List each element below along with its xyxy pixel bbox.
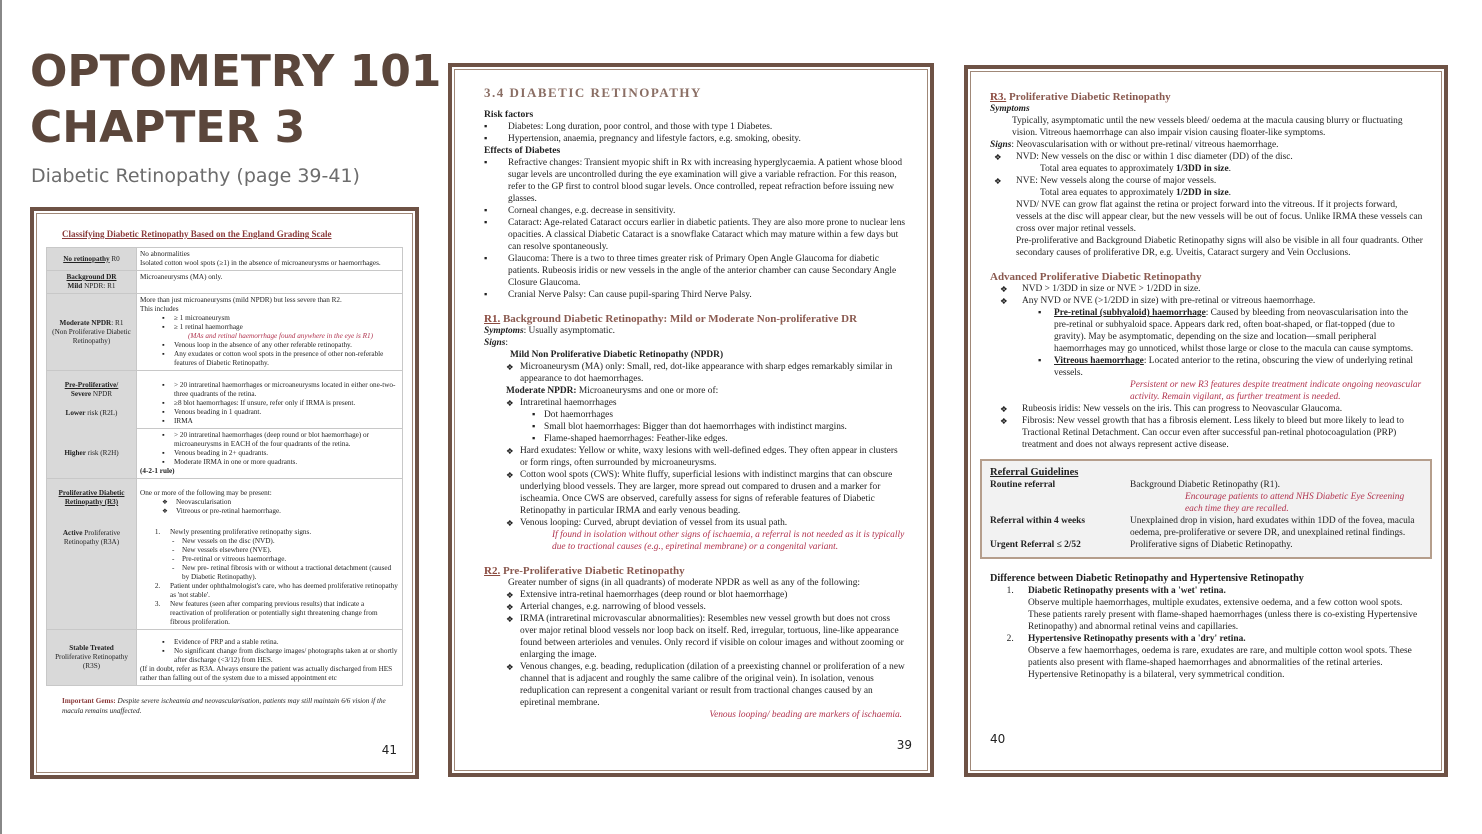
row-content: One or more of the following may be present: ❖ Neovascularisation ❖ Vitreous or pre-retinal haemorrhage. 1. Newly presenting proliferative retinopathy signs. - New vessels on the disc (NVD). - New vessels elsewhere (NVE). - Pre-retinal or vitreous haemorrhage. - New pre- retinal fibrosis with or without a tractional detachment (caused by Diabetic Retinopathy). 2. Patient under ophthalmologist's care, who has deemed proliferative retinopathy as 'not stable'. 3. New features (seen after comparing previous results) that indicate a reactivation of proliferation or potentially sight threatening change from fibrous proliferation. <box>137 479 403 630</box>
row-label: Pre-Proliferative/ Severe NPDR Lower risk (R2L) <box>47 371 137 429</box>
row-content: ▪ > 20 intraretinal haemorrhages or microaneurysms located in either one-two-three quadrants of the retina. ▪ ≥8 blot haemorrhages: If unsure, refer only if IRMA is present. ▪ Venous beading in 1 quadrant. ▪ IRMA <box>137 371 403 429</box>
row-content: ▪ Evidence of PRP and a stable retina. ▪ No significant change from discharge images/ photographs taken at or shortly after discharge (<3/12) from HES. (If in doubt, refer as R3A. Always ensure the patient was actually discharged from HES rather than falling out of the system due to a missed appointment etc <box>137 630 403 686</box>
row-label: Proliferative Diabetic Retinopathy (R3) Active Proliferative Retinopathy (R3A) <box>47 479 137 630</box>
table-row-r0 <box>47 248 403 271</box>
slide-subtitle: Diabetic Retinopathy (page 39-41) <box>31 165 360 187</box>
page-number: 39 <box>896 738 912 752</box>
r3-symptoms: Typically, asymptomatic until the new vessels bleed/ oedema at the macula causing blurry or fluctuating vision. Vitreous haemorrhage can also impair vision causing floater-like symptoms. <box>1012 116 1403 138</box>
referral-4-weeks: Referral within 4 weeks Unexplained drop in vision, hard exudates within 1DD of the fovea, macula oedema, pre-proliferative or severe DR, and unexplained retinal findings. <box>990 516 1415 538</box>
row-content: No abnormalities Isolated cotton wool spots (≥1) in the absence of microaneurysms or haemorrhages. <box>137 248 403 271</box>
moderate-npdr: Moderate NPDR: Microaneurysms and one or more of: <box>506 386 719 396</box>
advanced-pdr-heading: Advanced Proliferative Diabetic Retinopathy <box>990 271 1202 283</box>
r2-heading: R2. Pre-Proliferative Diabetic Retinopathy <box>484 565 685 577</box>
table-row-r1-mild <box>47 271 403 294</box>
referral-routine: Routine referral Background Diabetic Retinopathy (R1). Encourage patients to attend NHS Diabetic Eye Screening each time they are recalled. <box>990 480 1405 514</box>
r1-note: (MAs and retinal haemorrhage found anywhere in the eye is R1) <box>188 332 373 340</box>
table-row-r2-higher <box>47 429 403 479</box>
page-number: 41 <box>381 743 397 757</box>
section-title: 3.4 DIABETIC RETINOPATHY <box>484 85 702 100</box>
page-41 <box>30 207 419 779</box>
row-label: Background DR Mild NPDR: R1 <box>47 271 137 294</box>
grading-heading: Classifying Diabetic Retinopathy Based on the England Grading Scale <box>62 229 332 239</box>
r1-signs: Signs: <box>484 338 508 348</box>
table-row-r3s <box>47 630 403 686</box>
row-content: More than just microaneurysms (mild NPDR) but less severe than R2. This includes ▪ ≥ 1 microaneurysm ▪ ≥ 1 retinal haemorrhage (MAs and retinal haemorrhage found anywhere in the eye is R1) ▪ Venous loop in the absence of any other referable retinopathy. ▪ Any exudates or cotton wool spots in the presence of other non-referable features of Diabetic Retinopathy. <box>137 294 403 371</box>
row-content: ▪ > 20 intraretinal haemorrhages (deep round or blot haemorrhage) or microaneurysms in EACH of the four quadrants of the retina. ▪ Venous beading in 2+ quadrants. ▪ Moderate IRMA in one or more quadrants. (4-2-1 rule) <box>137 429 403 479</box>
row-label: Moderate NPDR: R1 (Non Proliferative Diabetic Retinopathy) <box>47 294 137 371</box>
r2-note: Venous looping/ beading are markers of ischaemia. <box>709 710 902 720</box>
risk-factors-heading: Risk factors <box>484 109 534 120</box>
table-row-r3 <box>47 479 403 630</box>
page-40: R3. Proliferative Diabetic Retinopathy Symptoms Typically, asymptomatic until the new vessels bleed/ oedema at the macula causing blurry or fluctuating vision. Vitreous haemorrhage can also impair vision causing floater-like symptoms. Signs: Neovascularisation with or without pre-retinal/ vitreous haemorrhage. ❖ NVD: New vessels on the disc or within 1 disc diameter (DD) of the disc. Total area equates to approximately 1/3DD in size. ❖ NVE: New vessels along the course of major vessels. Total area equates to approximately 1/2DD in size. NVD/ NVE can grow flat against the retina or project forward into the vitreous. If it projects forward, vessels at the disc will appear clear, but the new vessels will be out of focus. Unlike IRMA these vessels can cross over major retinal vessels. Pre-proliferative and Background Diabetic Retinopathy signs will also be visible in all four quadrants. Other secondary causes of proliferative DR, e.g. Uveitis, Cataract surgery and Vein Occlusions. Advanced Proliferative Diabetic Retinopathy ❖ NVD > 1/3DD in size or NVE > 1/2DD in size. ❖ Any NVD or NVE (>1/2DD in size) with pre-retinal or vitreous haemorrhage. ▪ Pre-retinal (subhyaloid) haemorrhage: Caused by bleeding from neovascularisation into the pre-retinal or subhyaloid space. Appears dark red, often boat-shaped, or flat-topped (due to gravity). May be asymptomatic, depending on the size and location—small peripheral haemorrhages may go unnoticed, whilst those large or close to the macula can cause symptoms. ▪ Vitreous haemorrhage: Located anterior to the retina, obscuring the view of underlying retinal vessels. Persistent or new R3 features despite treatment indicate ongoing neovascular activity. Remain vigilant, as further treatment is needed. ❖ Rubeosis iridis: New vessels on the iris. This can progress to Neovascular Glaucoma. ❖ Fibrosis: New vessel growth that has a fibrosis element. Less likely to bleed but more likely to lead to Tractional Retinal Detachment. Can occur even after successful pan-retinal photocoagulation (PRP) treatment and does not always represent active disease. Referral Guidelines Routine referral Background Diabetic Retinopathy (R1). Encourage patients to attend NHS Diabetic Eye Screening each time they are recalled. Referral within 4 weeks Unexplained drop in vision, hard exudates within 1DD of the fovea, macula oedema, pre-proliferative or severe DR, and unexplained retinal findings. Urgent Referral ≤ 2/52 Proliferative signs of Diabetic Retinopathy. Difference between Diabetic Retinopathy and Hypertensive Retinopathy 1. Diabetic Retinopathy presents with a 'wet' retina. Observe multiple haemorrhages, multiple exudates, extensive oedema, and a few cotton wool spots. These patients rarely present with flame-shaped haemorrhages (unless there is co-existing Hypertensive Retinopathy) and abnormal retinal veins and capillaries. 2. Hypertensive Retinopathy presents with a 'dry' retina. Observe a few haemorrhages, oedema is rare, exudates are rare, and multiple cotton wool spots. These patients also present with flame-shaped haemorrhages and abnormalities of the retinal arteries. Hypertensive Retinopathy is a bilateral, very symmetrical condition. 40 <box>964 65 1448 777</box>
row-content: Microaneurysms (MA) only. <box>137 271 403 294</box>
referral-guidelines-box <box>980 459 1432 559</box>
title-line-1: OPTOMETRY 101 <box>30 46 442 97</box>
difference-heading: Difference between Diabetic Retinopathy and Hypertensive Retinopathy <box>990 573 1304 584</box>
important-gems: Important Gems: Despite severe ischeamia and neovascularisation, patients may still maintain 6/6 vision if the macula remains unaffected. <box>62 697 386 715</box>
title-line-2: CHAPTER 3 <box>30 102 306 153</box>
row-label: No retinopathy R0 <box>47 248 137 271</box>
mild-npdr-title: Mild Non Proliferative Diabetic Retinopathy (NPDR) <box>510 350 724 360</box>
slide-title <box>30 44 441 156</box>
r3-heading: R3. Proliferative Diabetic Retinopathy <box>990 91 1171 103</box>
grading-table <box>46 247 403 686</box>
effects-heading: Effects of Diabetes <box>484 145 561 156</box>
referral-urgent: Urgent Referral ≤ 2/52 Proliferative signs of Diabetic Retinopathy. <box>990 540 1293 550</box>
difference-list: 1. Diabetic Retinopathy presents with a 'wet' retina. Observe multiple haemorrhages, multiple exudates, extensive oedema, and a few cotton wool spots. These patients rarely present with flame-shaped haemorrhages (unless there is co-existing Hypertensive Retinopathy) and abnormal retinal veins and capillaries. 2. Hypertensive Retinopathy presents with a 'dry' retina. Observe a few haemorrhages, oedema is rare, exudates are rare, and multiple cotton wool spots. These patients also present with flame-shaped haemorrhages and abnormalities of the retinal arteries. Hypertensive Retinopathy is a bilateral, very symmetrical condition. <box>990 585 1424 681</box>
r1-heading: R1. Background Diabetic Retinopathy: Mild or Moderate Non-proliferative DR <box>484 313 858 325</box>
effects-list: ▪ Refractive changes: Transient myopic shift in Rx with increasing hyperglycaemia. A patient whose blood sugar levels are uncontrolled during the eye examination will give a variable refraction. For this reason, refer to the GP first to control blood sugar levels. Once controlled, repeat refraction before issuing new glasses. ▪ Corneal changes, e.g. decrease in sensitivity. ▪ Cataract: Age-related Cataract occurs earlier in diabetic patients. They are also more prone to nuclear lens opacities. A classical Diabetic Cataract is a snowflake Cataract which may mature within a few days but can resolve spontaneously. ▪ Glaucoma: There is a two to three times greater risk of Primary Open Angle Glaucoma for diabetic patients. Rubeosis iridis or new vessels in the angle of the anterior chamber can cause Secondary Angle Closure Glaucoma. ▪ Cranial Nerve Palsy: Can cause pupil-sparing Third Nerve Palsy. <box>484 157 906 301</box>
row-label: Higher risk (R2H) <box>47 429 137 479</box>
referral-title: Referral Guidelines <box>990 467 1079 478</box>
table-row-r1-moderate <box>47 294 403 371</box>
r3-note: Persistent or new R3 features despite treatment indicate ongoing neovascular activity. Remain vigilant, as further treatment is needed. <box>1130 380 1422 402</box>
risk-factors-list: ▪ Diabetes: Long duration, poor control, and those with type 1 Diabetes. ▪ Hypertension, anaemia, pregnancy and lifestyle factors, e.g. smoking, obesity. <box>484 121 906 145</box>
page-39: 3.4 DIABETIC RETINOPATHY Risk factors ▪ Diabetes: Long duration, poor control, and those with type 1 Diabetes. ▪ Hypertension, anaemia, pregnancy and lifestyle factors, e.g. smoking, obesity. Effects of Diabetes ▪ Refractive changes: Transient myopic shift in Rx with increasing hyperglycaemia. A patient whose blood sugar levels are uncontrolled during the eye examination will give a variable refraction. For this reason, refer to the GP first to control blood sugar levels. Once controlled, repeat refraction before issuing new glasses. ▪ Corneal changes, e.g. decrease in sensitivity. ▪ Cataract: Age-related Cataract occurs earlier in diabetic patients. They are also more prone to nuclear lens opacities. A classical Diabetic Cataract is a snowflake Cataract which may mature within a few days but can resolve spontaneously. ▪ Glaucoma: There is a two to three times greater risk of Primary Open Angle Glaucoma for diabetic patients. Rubeosis iridis or new vessels in the angle of the anterior chamber can cause Secondary Angle Closure Glaucoma. ▪ Cranial Nerve Palsy: Can cause pupil-sparing Third Nerve Palsy. R1. Background Diabetic Retinopathy: Mild or Moderate Non-proliferative DR Symptoms: Usually asymptomatic. Signs: Mild Non Proliferative Diabetic Retinopathy (NPDR) ❖ Microaneurysm (MA) only: Small, red, dot-like appearance with sharp edges remarkably similar in appearance to dot haemorrhages. Moderate NPDR: Microaneurysms and one or more of: ❖ Intraretinal haemorrhages ▪ Dot haemorrhages ▪ Small blot haemorrhages: Bigger than dot haemorrhages with indistinct margins. ▪ Flame-shaped haemorrhages: Feather-like edges. ❖ Hard exudates: Yellow or white, waxy lesions with well-defined edges. They often appear in clusters or form rings, often surrounded by microaneurysms. ❖ Cotton wool spots (CWS): White fluffy, superficial lesions with indistinct margins that can obscure underlying blood vessels. They are larger, more spread out compared to drusen and a marker for ischeamia. Once CWS are observed, carefully assess for signs of referable features of Diabetic Retinopathy in particular IRMA and early venous beading. ❖ Venous looping: Curved, abrupt deviation of vessel from its usual path. If found in isolation without other signs of ischaemia, a referral is not needed as it is typically due to tractional causes (e.g., epiretinal membrane) or a congenital variant. R2. Pre-Proliferative Diabetic Retinopathy Greater number of signs (in all quadrants) of moderate NPDR as well as any of the following: ❖ Extensive intra-retinal haemorrhages (deep round or blot haemorrhage) ❖ Arterial changes, e.g. narrowing of blood vessels. ❖ IRMA (intraretinal microvascular abnormalities): Resembles new vessel growth but does not cross over major retinal blood vessels nor loop back on itself. Red, irregular, tortuous, line-like appearance found between arterioles and venules. Only record if visible on colour images and without zooming or enlarging the image. ❖ Venous changes, e.g. beading, reduplication (dilation of a preexisting channel or proliferation of a new channel that is adjacent and roughly the same calibre of the original vein). In isolation, venous reduplication can represent a congenital variant or result from tractional changes caused by an epiretinal membrane. Venous looping/ beading are markers of ischaemia. 39 <box>448 63 934 777</box>
table-row-r2-lower <box>47 371 403 429</box>
page-number: 40 <box>990 732 1006 746</box>
r1-note: If found in isolation without other signs of ischaemia, a referral is not needed as it is typically due to tractional causes (e.g., epiretinal membrane) or a congenital variant. <box>552 530 905 552</box>
r1-symptoms: Symptoms: Usually asymptomatic. <box>484 326 615 336</box>
row-label: Stable Treated Proliferative Retinopathy (R3S) <box>47 630 137 686</box>
r3-signs: Signs: Neovascularisation with or without pre-retinal/ vitreous haemorrhage. <box>990 140 1279 150</box>
